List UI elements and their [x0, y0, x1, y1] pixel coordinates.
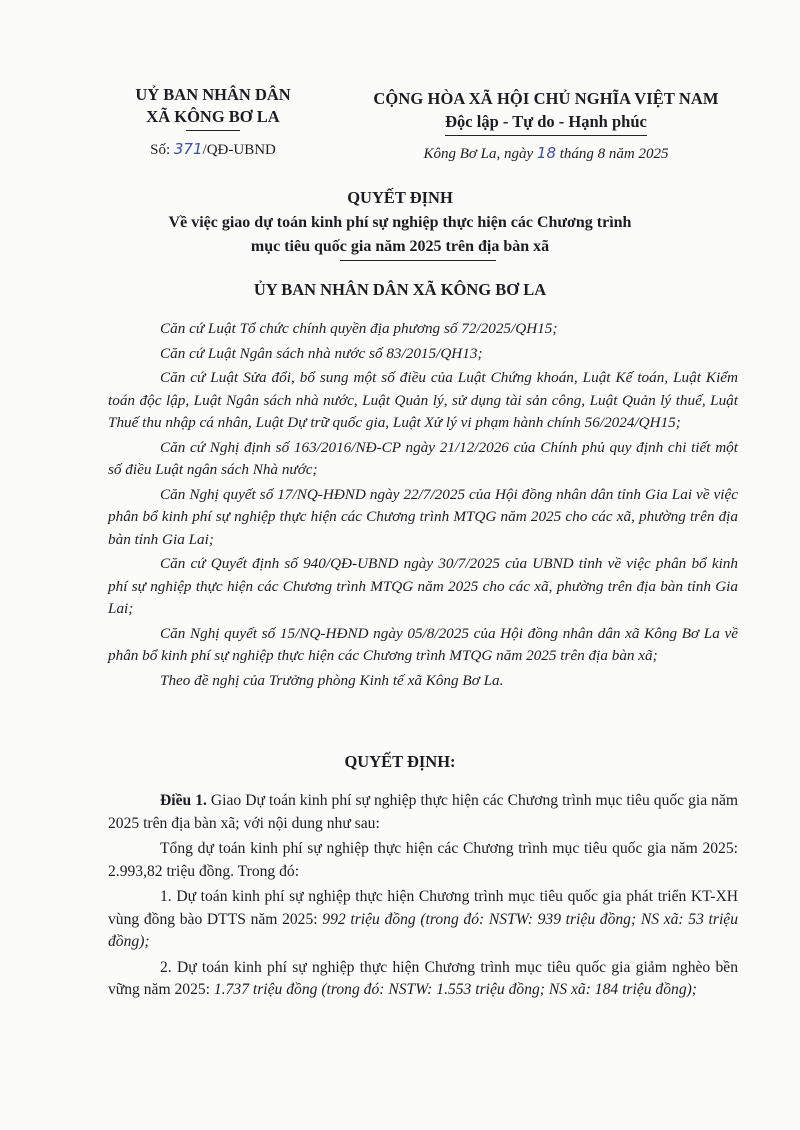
item-2-detail: 1.737 triệu đồng (trong đó: NSTW: 1.553 triệu đồng; NS xã: 184 triệu đồng); [213, 981, 698, 998]
article-1-text: Giao Dự toán kinh phí sự nghiệp thực hiện các Chương trình mục tiêu quốc gia năm 2025 trên địa bàn xã; với nội dung như sau: [108, 792, 738, 832]
issuer-line1: UỶ BAN NHÂN DÂN [135, 85, 291, 104]
item-2-text: 2. Dự toán kinh phí sự nghiệp thực hiện Chương trình mục tiêu quốc gia giảm nghèo bền vững năm 2025: [108, 958, 738, 998]
article-1 [108, 790, 738, 835]
basis-item: Căn cứ Luật Ngân sách nhà nước số 83/2015/QH13; [160, 344, 483, 362]
subject-divider [340, 260, 496, 261]
total-estimate: Tổng dự toán kinh phí sự nghiệp thực hiện các Chương trình mục tiêu quốc gia năm 2025: 2.993,82 triệu đồng. Trong đó: [108, 840, 738, 880]
number-handwritten: 371 [173, 140, 203, 158]
subject-line2: mục tiêu quốc gia năm 2025 trên địa bàn xã [250, 238, 550, 255]
date-day-handwritten: 18 [536, 144, 557, 162]
basis-item: Căn cứ Luật Tổ chức chính quyền địa phương số 72/2025/QH15; [160, 320, 558, 337]
basis-item: Căn cứ Nghị định số 163/2016/NĐ-CP ngày 21/12/2026 của Chính phủ quy định chi tiết một số điều Luật ngân sách Nhà nước; [108, 438, 738, 478]
item-1-detail: 992 triệu đồng (trong đó: NSTW: 939 triệu đồng; NS xã: 53 triệu đồng); [108, 910, 739, 950]
number-prefix: Số: [150, 142, 171, 158]
document-number [108, 138, 318, 161]
article-1-label: Điều 1. [160, 792, 207, 809]
number-suffix: /QĐ-UBND [202, 142, 276, 158]
basis-item: Căn Nghị quyết số 15/NQ-HĐND ngày 05/8/2025 của Hội đồng nhân dân xã Kông Bơ La về phân bổ kinh phí sự nghiệp thực hiện các Chương trình MTQG năm 2025 trên địa bàn xã; [108, 624, 738, 664]
basis-item: Căn Nghị quyết số 17/NQ-HĐND ngày 22/7/2025 của Hội đồng nhân dân tỉnh Gia Lai về việc phân bổ kinh phí sự nghiệp thực hiện các Chương trình MTQG năm 2025 cho các xã, phường trên địa bàn tỉnh Gia Lai; [108, 485, 738, 548]
issuer-line2: XÃ KÔNG BƠ LA [146, 107, 280, 126]
legal-basis [108, 318, 738, 694]
national-motto: Độc lập - Tự do - Hạnh phúc [445, 110, 647, 134]
document-title: QUYẾT ĐỊNH [347, 188, 453, 207]
document-date [338, 142, 754, 165]
decision-body [108, 790, 738, 1005]
item-1-text: 1. Dự toán kinh phí sự nghiệp thực hiện Chương trình mục tiêu quốc gia phát triển KT-XH vùng đồng bào DTTS năm 2025: [108, 888, 738, 928]
issuer-header [108, 84, 318, 161]
item-1 [108, 886, 738, 954]
item-2 [108, 957, 738, 1002]
basis-item: Theo đề nghị của Trưởng phòng Kinh tế xã Kông Bơ La. [160, 671, 504, 689]
date-suffix: tháng 8 năm 2025 [559, 146, 669, 162]
authority-heading: ỦY BAN NHÂN DÂN XÃ KÔNG BƠ LA [253, 280, 547, 299]
basis-item: Căn cứ Quyết định số 940/QĐ-UBND ngày 30/7/2025 của UBND tỉnh về việc phân bổ kinh phí sự nghiệp thực hiện các Chương trình MTQG năm 2025 cho các xã, phường trên địa bàn tỉnh Gia Lai; [108, 555, 738, 617]
decision-heading: QUYẾT ĐỊNH: [344, 752, 456, 771]
national-name: CỘNG HÒA XÃ HỘI CHỦ NGHĨA VIỆT NAM [373, 89, 719, 108]
basis-item: Căn cứ Luật Sửa đổi, bổ sung một số điều của Luật Chứng khoán, Luật Kế toán, Luật Kiểm toán độc lập, Luật Ngân sách nhà nước, Luật Quản lý, sử dụng tài sản công, Luật Quản lý thuế, Luật Thuế thu nhập cá nhân, Luật Dự trữ quốc gia, Luật Xử lý vi phạm hành chính 56/2024/QH15; [108, 369, 738, 431]
subject-line1: Về việc giao dự toán kinh phí sự nghiệp thực hiện các Chương trình [168, 214, 632, 231]
date-prefix: Kông Bơ La, ngày [423, 146, 534, 162]
national-header [338, 88, 754, 165]
